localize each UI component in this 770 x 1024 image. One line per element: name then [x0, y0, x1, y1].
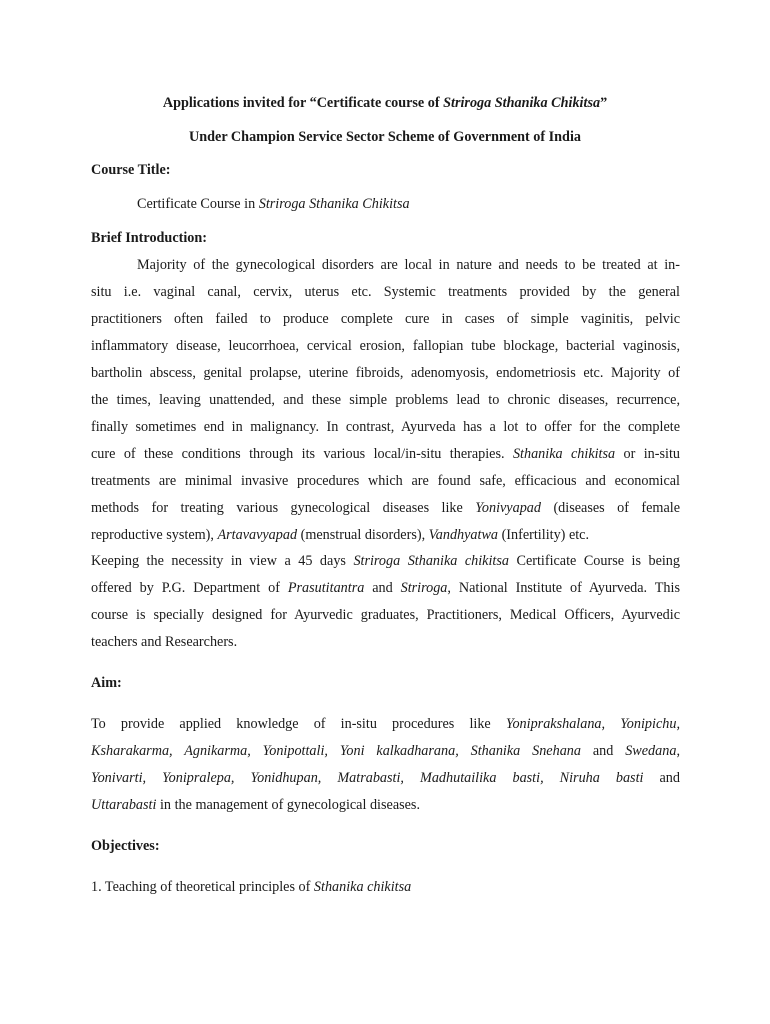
intro-line-11: reproductive system), Artavavyapad (menstrual disorders), Vandhyatwa (Infertility) etc.	[91, 527, 590, 543]
intro-line-2: situ i.e. vaginal canal, cervix, uterus etc. Systemic treatments provided by the general	[91, 284, 680, 300]
course-title-heading: Course Title:	[91, 162, 171, 178]
course-title-text	[137, 195, 410, 213]
intro-line-8: cure of these conditions through its various local/in-situ therapies. Sthanika chikitsa or in-situ	[91, 446, 681, 462]
aim-heading: Aim:	[91, 675, 122, 691]
document-subtitle: Under Champion Service Sector Scheme of Government of India	[189, 129, 581, 145]
course-title-name: Striroga Sthanika Chikitsa	[258, 196, 410, 212]
aim-line-4: Uttarabasti in the management of gynecological diseases.	[91, 797, 421, 813]
intro-line-10: methods for treating various gynecological diseases like Yonivyapad (diseases of female	[91, 500, 680, 516]
intro-line-7: finally sometimes end in malignancy. In contrast, Ayurveda has a lot to offer for the complete	[91, 419, 680, 435]
intro-line-14: course is specially designed for Ayurvedic graduates, Practitioners, Medical Officers, Ayurvedic	[91, 607, 680, 623]
aim-line-3: Yonivarti, Yonipralepa, Yonidhupan, Matrabasti, Madhutailika basti, Niruha basti and	[91, 770, 680, 786]
intro-line-3: practitioners often failed to produce complete cure in cases of simple vaginitis, pelvic	[91, 311, 680, 327]
aim-line-1: To provide applied knowledge of in-situ procedures like Yoniprakshalana, Yonipichu,	[91, 716, 680, 732]
intro-line-4: inflammatory disease, leucorrhoea, cervical erosion, fallopian tube blockage, bacterial vaginosis,	[91, 338, 680, 354]
intro-line-9: treatments are minimal invasive procedures which are found safe, efficacious and economical	[91, 473, 680, 489]
title-text: Applications invited for “Certificate course of	[162, 95, 444, 111]
objectives-heading: Objectives:	[91, 838, 160, 854]
intro-line-1: Majority of the gynecological disorders are local in nature and needs to be treated at in-	[137, 257, 680, 273]
brief-intro-heading: Brief Introduction:	[91, 230, 207, 246]
intro-line-12: Keeping the necessity in view a 45 days Striroga Sthanika chikitsa Certificate Course is being	[91, 553, 680, 569]
course-title-prefix: Certificate Course in	[137, 196, 259, 212]
title-course-name: Striroga Sthanika Chikitsa	[443, 95, 601, 111]
intro-line-13: offered by P.G. Department of Prasutitantra and Striroga, National Institute of Ayurveda. This	[91, 580, 680, 596]
aim-line-2: Ksharakarma, Agnikarma, Yonipottali, Yoni kalkadharana, Sthanika Snehana and Swedana,	[91, 743, 680, 759]
intro-line-5: bartholin abscess, genital prolapse, uterine fibroids, adenomyosis, endometriosis etc. Majority of	[91, 365, 680, 381]
document-title	[0, 94, 770, 112]
intro-line-6: the times, leaving unattended, and these simple problems lead to chronic diseases, recurrence,	[91, 392, 680, 408]
intro-line-15: teachers and Researchers.	[91, 634, 238, 650]
objective-item-1: 1. Teaching of theoretical principles of Sthanika chikitsa	[91, 879, 412, 895]
title-quote-close: ”	[600, 95, 608, 111]
